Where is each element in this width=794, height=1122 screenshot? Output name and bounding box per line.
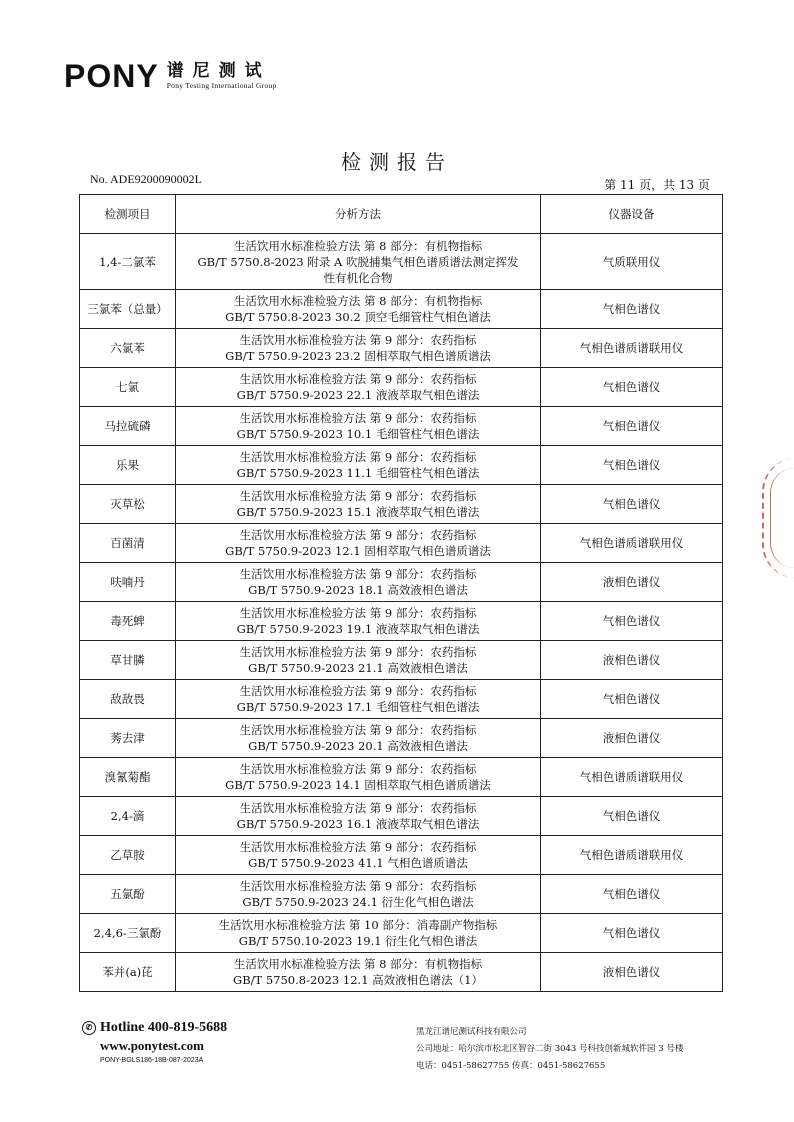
cell-method bbox=[176, 758, 541, 797]
table-row bbox=[80, 719, 723, 758]
method-line: GB/T 5750.9-2023 16.1 液液萃取气相色谱法 bbox=[236, 817, 480, 831]
cell-item: 草甘膦 bbox=[80, 641, 176, 680]
hotline-text: Hotline 400-819-5688 bbox=[100, 1020, 228, 1035]
cell-item: 三氯苯（总量） bbox=[80, 290, 176, 329]
table-row bbox=[80, 524, 723, 563]
cell-instrument: 气相色谱仪 bbox=[541, 368, 723, 407]
method-table bbox=[79, 194, 723, 992]
method-line: GB/T 5750.9-2023 22.1 液液萃取气相色谱法 bbox=[236, 388, 480, 402]
cell-method bbox=[176, 485, 541, 524]
cell-instrument: 气相色谱仪 bbox=[541, 290, 723, 329]
cell-instrument: 气相色谱仪 bbox=[541, 602, 723, 641]
logo-english-name: Pony Testing International Group bbox=[166, 80, 277, 90]
method-line: GB/T 5750.8-2023 附录 A 吹脱捕集气相色谱质谱法测定挥发 bbox=[197, 254, 519, 269]
company-logo bbox=[64, 60, 277, 92]
method-line: 生活饮用水标准检验方法 第 9 部分：农药指标 bbox=[239, 879, 477, 893]
method-line: GB/T 5750.9-2023 24.1 衍生化气相色谱法 bbox=[242, 895, 474, 909]
method-line: 生活饮用水标准检验方法 第 9 部分：农药指标 bbox=[239, 840, 477, 854]
cell-method bbox=[176, 914, 541, 953]
table-row bbox=[80, 680, 723, 719]
seal-stamp-edge bbox=[762, 458, 794, 578]
method-line: 性有机化合物 bbox=[323, 270, 393, 285]
cell-method bbox=[176, 680, 541, 719]
website-link[interactable]: www.ponytest.com bbox=[100, 1038, 204, 1053]
cell-item: 2,4,6-三氯酚 bbox=[80, 914, 176, 953]
method-line: GB/T 5750.9-2023 41.1 气相色谱质谱法 bbox=[248, 856, 468, 870]
method-line: 生活饮用水标准检验方法 第 9 部分：农药指标 bbox=[239, 450, 477, 464]
method-line: GB/T 5750.9-2023 23.2 固相萃取气相色谱质谱法 bbox=[225, 349, 491, 363]
cell-method bbox=[176, 836, 541, 875]
cell-item: 乙草胺 bbox=[80, 836, 176, 875]
company-address: 公司地址：哈尔滨市松北区智谷二街 3043 号科技创新城软件园 3 号楼 bbox=[416, 1044, 684, 1054]
method-line: 生活饮用水标准检验方法 第 9 部分：农药指标 bbox=[239, 567, 477, 581]
table-row bbox=[80, 446, 723, 485]
page-indicator: 第 11 页，共 13 页 bbox=[604, 178, 710, 192]
cell-method bbox=[176, 953, 541, 992]
method-line: 生活饮用水标准检验方法 第 9 部分：农药指标 bbox=[239, 645, 477, 659]
cell-item: 敌敌畏 bbox=[80, 680, 176, 719]
method-line: GB/T 5750.9-2023 10.1 毛细管柱气相色谱法 bbox=[236, 427, 480, 441]
method-line: GB/T 5750.9-2023 15.1 液液萃取气相色谱法 bbox=[236, 505, 480, 519]
cell-instrument: 气相色谱仪 bbox=[541, 914, 723, 953]
cell-instrument: 气相色谱质谱联用仪 bbox=[541, 329, 723, 368]
cell-method bbox=[176, 797, 541, 836]
method-line: 生活饮用水标准检验方法 第 9 部分：农药指标 bbox=[239, 333, 477, 347]
cell-item: 毒死蜱 bbox=[80, 602, 176, 641]
table-row bbox=[80, 836, 723, 875]
cell-instrument: 液相色谱仪 bbox=[541, 953, 723, 992]
method-line: 生活饮用水标准检验方法 第 9 部分：农药指标 bbox=[239, 723, 477, 737]
cell-method bbox=[176, 875, 541, 914]
cell-method bbox=[176, 407, 541, 446]
table-header-row bbox=[80, 195, 723, 234]
table-row bbox=[80, 602, 723, 641]
cell-item: 乐果 bbox=[80, 446, 176, 485]
cell-instrument: 气相色谱质谱联用仪 bbox=[541, 524, 723, 563]
cell-item: 灭草松 bbox=[80, 485, 176, 524]
cell-item: 马拉硫磷 bbox=[80, 407, 176, 446]
cell-item: 七氯 bbox=[80, 368, 176, 407]
table-row bbox=[80, 758, 723, 797]
cell-item: 1,4-二氯苯 bbox=[80, 234, 176, 290]
cell-method bbox=[176, 290, 541, 329]
method-line: GB/T 5750.9-2023 18.1 高效液相色谱法 bbox=[248, 583, 468, 597]
method-line: GB/T 5750.9-2023 12.1 固相萃取气相色谱质谱法 bbox=[225, 544, 491, 558]
form-code: PONY-BGLS186-18B-087-2023A bbox=[100, 1057, 204, 1064]
report-number: No. ADE9200090002L bbox=[90, 172, 202, 186]
method-line: GB/T 5750.9-2023 14.1 固相萃取气相色谱质谱法 bbox=[225, 778, 491, 792]
cell-method bbox=[176, 563, 541, 602]
table-row bbox=[80, 641, 723, 680]
cell-method bbox=[176, 234, 541, 290]
cell-method bbox=[176, 719, 541, 758]
method-line: 生活饮用水标准检验方法 第 9 部分：农药指标 bbox=[239, 372, 477, 386]
method-line: 生活饮用水标准检验方法 第 10 部分：消毒副产物指标 bbox=[218, 918, 498, 932]
cell-item: 六氯苯 bbox=[80, 329, 176, 368]
table-row bbox=[80, 563, 723, 602]
phone-icon: ✆ bbox=[82, 1021, 96, 1035]
cell-instrument: 气质联用仪 bbox=[541, 234, 723, 290]
method-line: 生活饮用水标准检验方法 第 9 部分：农药指标 bbox=[239, 489, 477, 503]
method-line: GB/T 5750.8-2023 30.2 顶空毛细管柱气相色谱法 bbox=[225, 310, 491, 324]
method-line: 生活饮用水标准检验方法 第 9 部分：农药指标 bbox=[239, 528, 477, 542]
footer-company-info bbox=[416, 1024, 683, 1075]
logo-wordmark: PONY bbox=[64, 58, 159, 94]
cell-method bbox=[176, 602, 541, 641]
header-instrument: 仪器设备 bbox=[541, 195, 723, 234]
cell-instrument: 气相色谱质谱联用仪 bbox=[541, 836, 723, 875]
table-row bbox=[80, 875, 723, 914]
table-row bbox=[80, 407, 723, 446]
table-row bbox=[80, 329, 723, 368]
method-line: GB/T 5750.9-2023 11.1 毛细管柱气相色谱法 bbox=[236, 466, 480, 480]
cell-method bbox=[176, 524, 541, 563]
cell-instrument: 气相色谱仪 bbox=[541, 680, 723, 719]
footer-contact bbox=[82, 1020, 227, 1064]
cell-instrument: 气相色谱仪 bbox=[541, 797, 723, 836]
table-row bbox=[80, 290, 723, 329]
cell-item: 莠去津 bbox=[80, 719, 176, 758]
cell-method bbox=[176, 368, 541, 407]
method-line: 生活饮用水标准检验方法 第 8 部分：有机物指标 bbox=[233, 238, 483, 253]
cell-item: 2,4-滴 bbox=[80, 797, 176, 836]
cell-instrument: 气相色谱质谱联用仪 bbox=[541, 758, 723, 797]
header-method: 分析方法 bbox=[176, 195, 541, 234]
header-item: 检测项目 bbox=[80, 195, 176, 234]
table-row bbox=[80, 234, 723, 290]
cell-method bbox=[176, 446, 541, 485]
method-line: 生活饮用水标准检验方法 第 9 部分：农药指标 bbox=[239, 606, 477, 620]
method-line: 生活饮用水标准检验方法 第 9 部分：农药指标 bbox=[239, 411, 477, 425]
method-line: GB/T 5750.8-2023 12.1 高效液相色谱法（1） bbox=[233, 973, 483, 987]
method-line: GB/T 5750.9-2023 20.1 高效液相色谱法 bbox=[248, 739, 468, 753]
company-name: 黑龙江谱尼测试科技有限公司 bbox=[416, 1027, 527, 1037]
company-phone: 电话：0451-58627755 传真：0451-58627655 bbox=[416, 1061, 606, 1071]
cell-instrument: 气相色谱仪 bbox=[541, 407, 723, 446]
table-row bbox=[80, 953, 723, 992]
method-line: GB/T 5750.10-2023 19.1 衍生化气相色谱法 bbox=[238, 934, 478, 948]
report-title: 检测报告 bbox=[341, 150, 453, 174]
table-row bbox=[80, 797, 723, 836]
cell-method bbox=[176, 329, 541, 368]
cell-instrument: 液相色谱仪 bbox=[541, 719, 723, 758]
method-line: 生活饮用水标准检验方法 第 9 部分：农药指标 bbox=[239, 684, 477, 698]
method-line: GB/T 5750.9-2023 21.1 高效液相色谱法 bbox=[248, 661, 468, 675]
method-line: GB/T 5750.9-2023 19.1 液液萃取气相色谱法 bbox=[236, 622, 480, 636]
cell-item: 呋喃丹 bbox=[80, 563, 176, 602]
method-line: 生活饮用水标准检验方法 第 8 部分：有机物指标 bbox=[233, 294, 483, 308]
table-row bbox=[80, 485, 723, 524]
method-line: 生活饮用水标准检验方法 第 9 部分：农药指标 bbox=[239, 762, 477, 776]
cell-method bbox=[176, 641, 541, 680]
cell-instrument: 气相色谱仪 bbox=[541, 485, 723, 524]
cell-item: 五氯酚 bbox=[80, 875, 176, 914]
cell-item: 溴氰菊酯 bbox=[80, 758, 176, 797]
method-line: GB/T 5750.9-2023 17.1 毛细管柱气相色谱法 bbox=[236, 700, 480, 714]
cell-item: 百菌清 bbox=[80, 524, 176, 563]
cell-instrument: 气相色谱仪 bbox=[541, 875, 723, 914]
method-line: 生活饮用水标准检验方法 第 9 部分：农药指标 bbox=[239, 801, 477, 815]
method-line: 生活饮用水标准检验方法 第 8 部分：有机物指标 bbox=[233, 957, 483, 971]
cell-instrument: 液相色谱仪 bbox=[541, 563, 723, 602]
table-row bbox=[80, 368, 723, 407]
cell-instrument: 气相色谱仪 bbox=[541, 446, 723, 485]
table-row bbox=[80, 914, 723, 953]
logo-chinese-name: 谱尼测试 bbox=[166, 61, 271, 82]
cell-item: 苯并(a)芘 bbox=[80, 953, 176, 992]
cell-instrument: 液相色谱仪 bbox=[541, 641, 723, 680]
